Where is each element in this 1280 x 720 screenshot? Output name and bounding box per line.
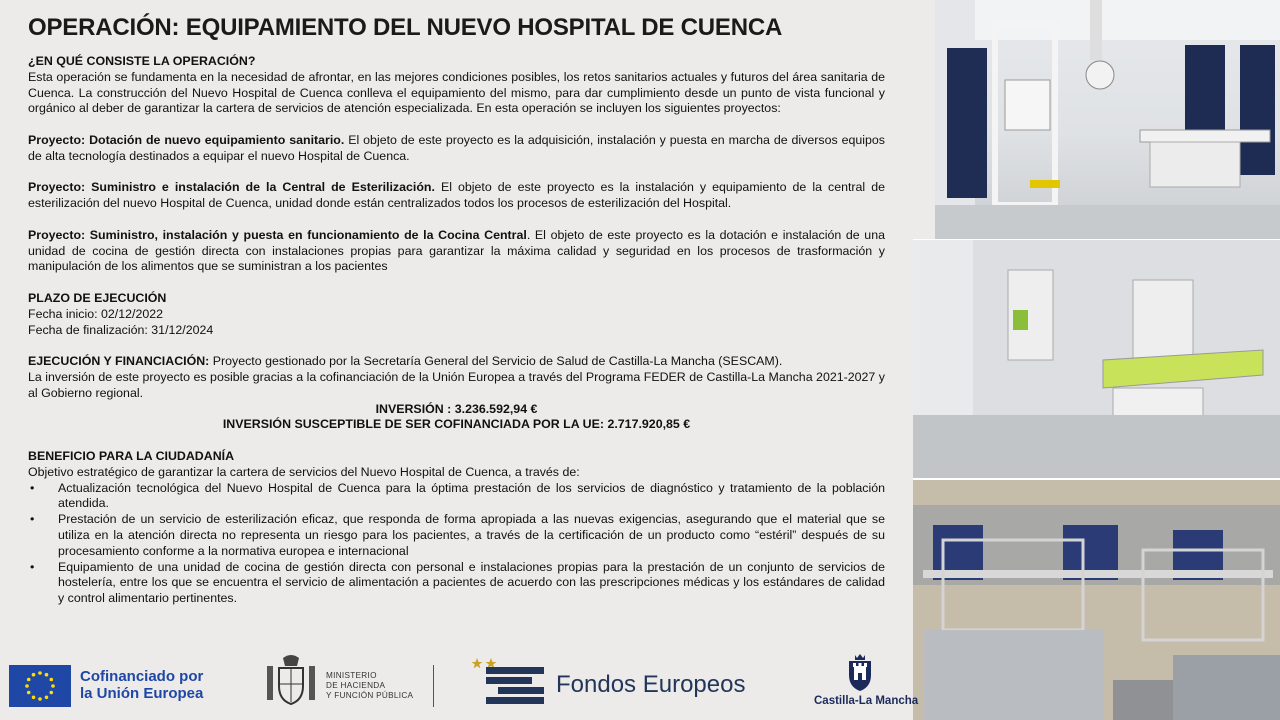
fecha-inicio: Fecha inicio: 02/12/2022 (28, 306, 164, 321)
photo-panel (913, 0, 1280, 720)
que-body: Esta operación se fundamenta en la necesidad de afrontar, en las mejores condiciones posibles, los retos sanitarios actuales y futuros del área sanitaria de Cuenca. La construcción del Nuevo Hospital de Cuenca conlleva el equipamiento del mismo, para dar cumplimiento desde un punto de vista funcional y orgánico al deber de garantizar la cartera de servicios de atención especializada. En esta operación se incluyen los siguientes proyectos: (28, 69, 885, 116)
project-paragraph-3 (28, 228, 885, 275)
financiacion-body: La inversión de este proyecto es posible gracias a la cofinanciación de la Unión Europea a través del Programa FEDER de Castilla-La Mancha 2021-2027 y al Gobierno regional. (28, 369, 885, 400)
fondos-europeos-icon (470, 657, 548, 709)
section-heading-financiacion: EJECUCIÓN Y FINANCIACIÓN: (28, 354, 210, 369)
fecha-fin: Fecha de finalización: 31/12/2024 (28, 322, 214, 337)
list-item: • Prestación de un servicio de esterilización eficaz, que responda de forma apropiada a las nuevas exigencias, asegurando que el material que se utiliza en la atención directa no representa un riesgo para los pacientes, a través de la certificación de un producto como “estéril” después de su procesamiento conforme a la normativa europea e internacional (28, 512, 885, 559)
inversion-ue: INVERSIÓN SUSCEPTIBLE DE SER COFINANCIADA POR LA UE: 2.717.920,85 € (222, 417, 691, 432)
beneficio-list (28, 481, 885, 607)
ministerio-line3: Y FUNCIÓN PÚBLICA (326, 691, 414, 700)
photo-xray-room-1 (935, 0, 1280, 240)
castilla-la-mancha-castle-icon (843, 653, 877, 693)
project-title-2: Proyecto: Suministro e instalación de la Central de Esterilización. (28, 180, 435, 195)
financiacion-gestion: Proyecto gestionado por la Secretaría General del Servicio de Salud de Castilla-La Mancha (SESCAM). (209, 354, 783, 369)
financiacion-paragraph (28, 354, 885, 370)
section-heading-beneficio: BENEFICIO PARA LA CIUDADANÍA (28, 448, 235, 463)
section-heading-plazo: PLAZO DE EJECUCIÓN (28, 290, 167, 305)
fondos-europeos-text: Fondos Europeos (556, 671, 746, 698)
list-item: • Equipamiento de una unidad de cocina de gestión directa con personal e instalaciones propias para la prestación de un conjunto de servicios de hostelería, entre los que se encuentra el servicio de alimentación a pacientes de acuerdo con las prescripciones médicas y los estándares de calidad y control alimentario pertinentes. (28, 560, 885, 607)
eu-text-line2: la Unión Europea (80, 685, 204, 702)
photo-sterilization-central (913, 480, 1280, 720)
list-item: • Actualización tecnológica del Nuevo Hospital de Cuenca para la óptima prestación de los servicios de diagnóstico y tratamiento de la población atendida. (28, 481, 885, 513)
eu-text-line1: Cofinanciado por (80, 668, 204, 685)
beneficio-intro: Objetivo estratégico de garantizar la cartera de servicios del Nuevo Hospital de Cuenca, a través de: (28, 464, 580, 479)
logo-divider (433, 665, 434, 707)
ministerio-line2: DE HACIENDA (326, 681, 386, 690)
inversion-total: INVERSIÓN : 3.236.592,94 € (375, 401, 538, 416)
project-text-2: El objeto de este proyecto es la instalación y equipamiento de la central de esterilización del nuevo Hospital de Cuenca, unidad donde están centralizados todos los procesos de esterilización del Hospital. (28, 180, 885, 211)
eu-cofinanciado-text (80, 668, 203, 702)
photo-xray-room-2 (913, 240, 1280, 478)
ministerio-hacienda-text (326, 671, 413, 701)
project-text-1: El objeto de este proyecto es la adquisición, instalación y puesta en marcha de diversos equipos de alta tecnología destinados a equipar el nuevo Hospital de Cuenca. (28, 132, 885, 163)
main-content (28, 14, 885, 607)
project-title-3: Proyecto: Suministro, instalación y puesta en funcionamiento de la Cocina Central (28, 227, 527, 242)
page-title: OPERACIÓN: EQUIPAMIENTO DEL NUEVO HOSPITAL DE CUENCA (28, 14, 783, 41)
project-title-1: Proyecto: Dotación de nuevo equipamiento sanitario. (28, 132, 345, 147)
eu-flag-icon (9, 665, 71, 707)
spain-coat-of-arms-icon (263, 654, 319, 708)
project-text-3: . El objeto de este proyecto es la dotación e instalación de una unidad de cocina de gestión directa con instalaciones propias para garantizar la máxima calidad y seguridad en los procesos de trasformación y manipulación de los alimentos que se suministran a los pacientes (28, 227, 885, 274)
castilla-la-mancha-text: Castilla-La Mancha (814, 695, 919, 707)
section-heading-que: ¿EN QUÉ CONSISTE LA OPERACIÓN? (28, 54, 256, 68)
project-paragraph-2 (28, 180, 885, 212)
ministerio-line1: MINISTERIO (326, 671, 377, 680)
project-paragraph-1 (28, 133, 885, 165)
